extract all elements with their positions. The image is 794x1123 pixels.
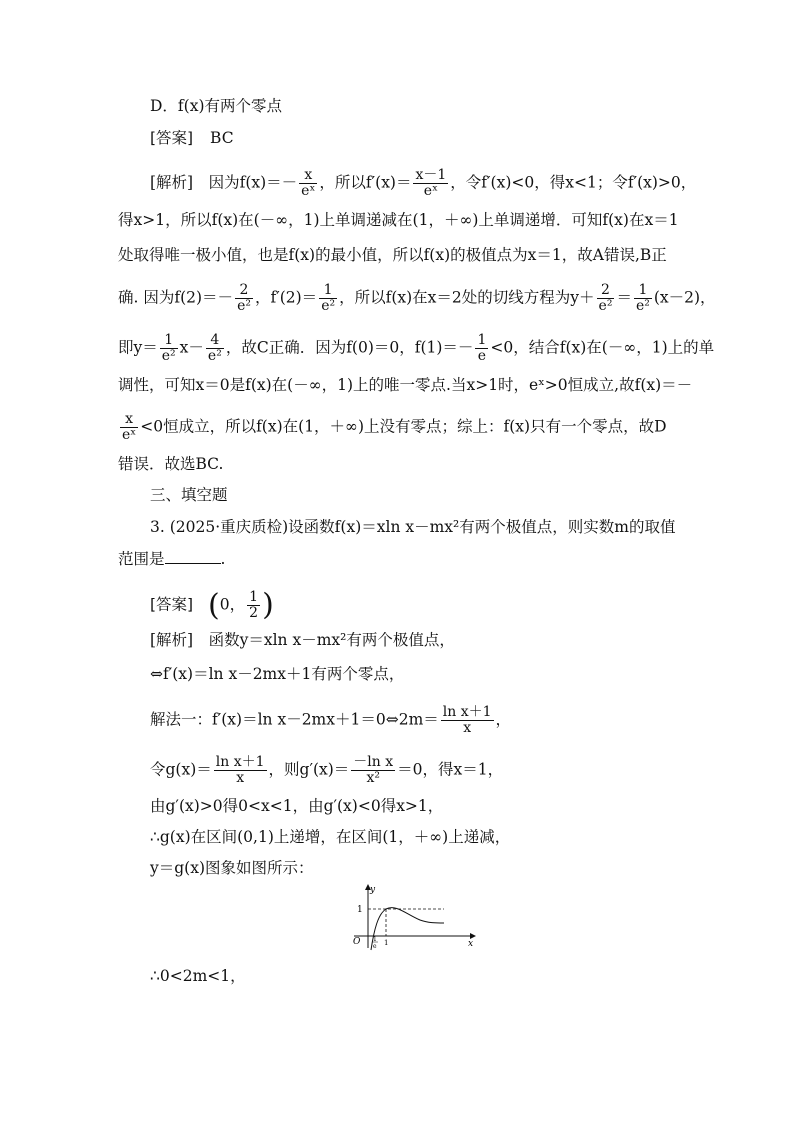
denominator: x — [463, 720, 472, 736]
numerator: 1 — [634, 283, 652, 299]
numerator: ln x＋1 — [215, 754, 265, 770]
fraction — [299, 168, 317, 199]
answer-line-1 — [150, 128, 234, 148]
fraction — [214, 755, 267, 786]
numerator: 1 — [249, 589, 259, 605]
denominator: e² — [598, 298, 613, 314]
denominator: x — [236, 770, 245, 786]
denominator: e² — [237, 298, 251, 314]
denominator: e² — [161, 348, 176, 364]
tick-inv-e-den: e — [373, 943, 377, 950]
text: 范围是 — [118, 550, 165, 568]
text: ，令f′(x)<0，得x<1；令f′(x)>0， — [450, 173, 697, 192]
answer-value: BC — [210, 129, 234, 147]
denominator: e² — [207, 348, 222, 364]
text: 即y＝ — [118, 338, 158, 357]
fraction — [475, 333, 488, 364]
y-label: y — [370, 885, 376, 895]
text: 令g(x)＝ — [150, 760, 212, 779]
analysis-line-4 — [118, 283, 716, 314]
denominator: eˣ — [122, 427, 137, 443]
analysis-line-16: ∴0<2m<1， — [150, 967, 246, 985]
analysis-line-8: 错误．故选BC. — [118, 455, 224, 473]
denominator: eˣ — [301, 183, 316, 199]
fraction — [441, 705, 494, 736]
answer-tag: [答案] — [150, 129, 194, 147]
tick-inv-e-num: 1 — [373, 936, 377, 943]
question-3-line-2 — [118, 549, 225, 569]
text: ＝0，得x＝1， — [397, 760, 504, 779]
text: ＝ — [616, 288, 632, 307]
x-tick-1: 1 — [384, 939, 389, 947]
text: ，所以f(x)在x＝2处的切线方程为y＋ — [339, 288, 595, 307]
fraction — [160, 333, 178, 364]
numerator: 2 — [235, 283, 253, 299]
x-label: x — [468, 939, 474, 949]
left-paren: ( — [208, 587, 220, 623]
fraction — [206, 333, 224, 364]
denominator: e² — [321, 298, 336, 314]
curve-g — [371, 908, 444, 950]
denominator: eˣ — [423, 183, 438, 199]
text: (x－2)， — [653, 288, 716, 307]
function-graph — [340, 882, 480, 952]
analysis-line-11 — [150, 705, 511, 736]
denominator: e² — [635, 298, 650, 314]
fraction — [247, 590, 260, 621]
fraction — [319, 283, 337, 314]
answer-tag: [答案] — [150, 595, 194, 614]
numerator: x — [299, 168, 317, 184]
fraction — [597, 283, 615, 314]
right-paren: ) — [262, 587, 274, 623]
text: ，故C正确．因为f(0)＝0，f(1)＝－ — [225, 338, 474, 357]
text: [解析] 因为f(x)＝－ — [150, 173, 298, 192]
text: <0，结合f(x)在(－∞，1)上的单 — [490, 338, 715, 357]
section-heading: 三、填空题 — [150, 486, 228, 504]
text: ， — [495, 710, 512, 729]
y-tick-1: 1 — [357, 905, 363, 915]
text: ，所以f′(x)＝ — [319, 173, 412, 192]
numerator: 2 — [597, 283, 615, 299]
numerator: 1 — [477, 332, 487, 348]
numerator: 4 — [206, 333, 224, 349]
analysis-line-6: 调性，可知x＝0是f(x)在(－∞，1)上的唯一零点.当x>1时，eˣ>0恒成立,故f(x)＝－ — [118, 376, 693, 394]
analysis-line-14: ∴g(x)在区间(0,1)上递增，在区间(1，＋∞)上递减， — [150, 828, 511, 846]
numerator: 1 — [319, 283, 337, 299]
denominator: 2 — [249, 605, 259, 621]
numerator: x — [120, 412, 138, 428]
numerator: 1 — [160, 333, 178, 349]
analysis-line-7 — [118, 412, 667, 443]
analysis-line-10: ⇔f′(x)＝ln x－2mx＋1有两个零点， — [150, 665, 405, 683]
text: 解法一：f′(x)＝ln x－2mx＋1＝0⇔2m＝ — [150, 710, 439, 729]
text: 确. 因为f(2)＝－ — [118, 288, 234, 307]
text: <0恒成立，所以f(x)在(1，＋∞)上没有零点；综上：f(x)只有一个零点，故D — [140, 417, 667, 436]
text: ，则g′(x)＝ — [268, 760, 350, 779]
text: 0， — [219, 595, 246, 614]
analysis-line-3: 处取得唯一极小值，也是f(x)的最小值，所以f(x)的极值点为x＝1，故A错误,B正 — [118, 246, 667, 264]
denominator: e — [477, 348, 487, 364]
analysis-line-1 — [150, 168, 696, 199]
numerator: －ln x — [353, 754, 394, 770]
fraction — [413, 168, 448, 199]
analysis-line-5 — [118, 333, 714, 364]
answer-line-2 — [150, 587, 274, 623]
text: . — [220, 550, 226, 568]
analysis-line-13: 由g′(x)>0得0<x<1，由g′(x)<0得x>1， — [150, 797, 444, 815]
fraction — [235, 283, 253, 314]
analysis-line-2: 得x>1，所以f(x)在(－∞，1)上单调递减在(1，＋∞)上单调递增．可知f(x)在x＝1 — [118, 211, 679, 229]
analysis-line-15: y＝g(x)图象如图所示： — [150, 859, 314, 877]
fraction — [634, 283, 652, 314]
option-d: D．f(x)有两个零点 — [150, 97, 283, 115]
origin-label: O — [353, 937, 361, 947]
numerator: x－1 — [415, 167, 447, 183]
text: ，f′(2)＝ — [254, 288, 318, 307]
analysis-line-12 — [150, 755, 503, 786]
analysis-line-9: [解析] 函数y＝xln x－mx²有两个极值点， — [150, 631, 455, 649]
fraction — [351, 755, 395, 786]
answer-blank — [165, 563, 221, 564]
question-3-line-1: 3. (2025·重庆质检)设函数f(x)＝xln x－mx²有两个极值点，则实数m的取值 — [150, 518, 676, 536]
numerator: ln x＋1 — [442, 704, 492, 720]
denominator: x² — [366, 770, 380, 786]
text: x－ — [179, 338, 204, 357]
fraction — [120, 412, 138, 443]
